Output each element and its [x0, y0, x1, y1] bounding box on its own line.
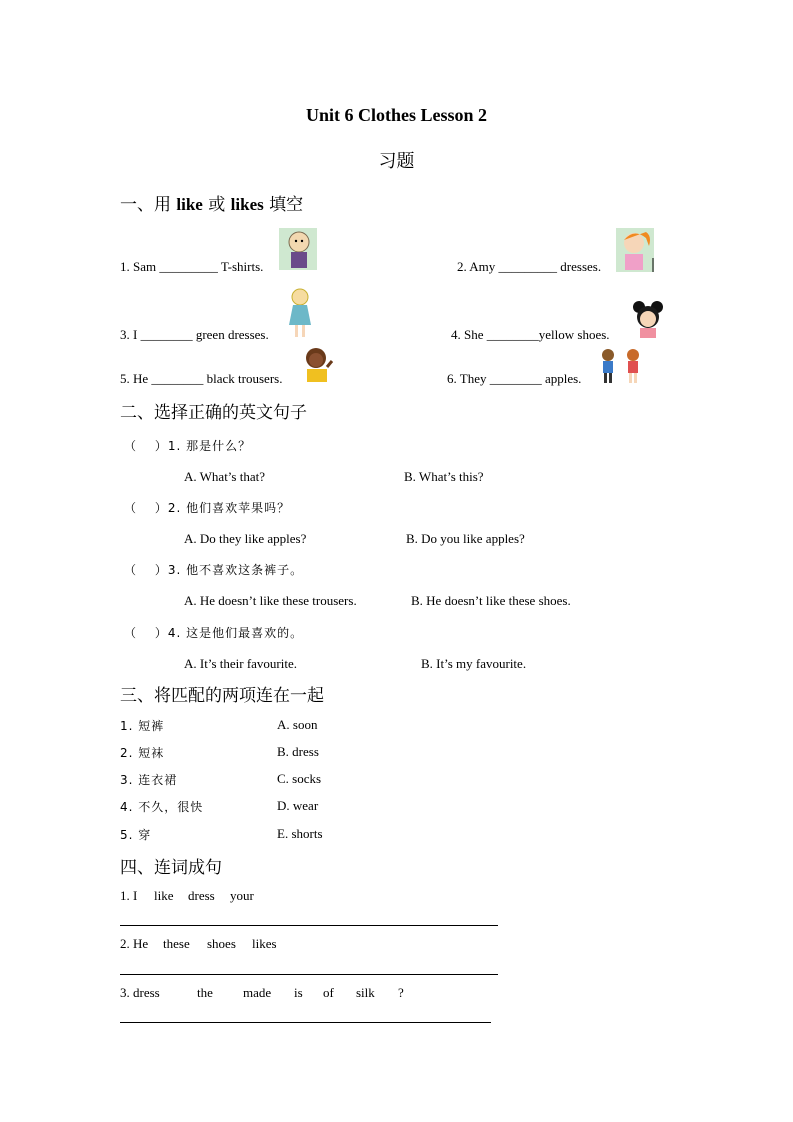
match-left-4: 4. 不久，很快 — [120, 800, 204, 814]
fill-item-1: 1. Sam _________ T-shirts. — [120, 259, 264, 274]
choice-question-3: （ ）3. 他不喜欢这条裤子。 — [124, 563, 304, 577]
word-item-1-w1: 1. I — [120, 888, 138, 903]
dress-girl-illustration — [287, 287, 313, 341]
word-item-2-w2: these — [163, 936, 190, 951]
section1-heading-or: 或 — [208, 195, 226, 215]
word-item-3-w4: is — [294, 985, 303, 1000]
choice-1-option-b: B. What’s this? — [404, 469, 484, 484]
section2-heading: 二、选择正确的英文句子 — [120, 403, 307, 423]
choice-question-1: （ ）1. 那是什么？ — [124, 439, 252, 453]
word-item-1-w3: dress — [188, 888, 215, 903]
girl-illustration — [616, 228, 654, 272]
word-item-3-w7: ? — [398, 985, 404, 1000]
section3-heading: 三、将匹配的两项连在一起 — [120, 686, 324, 706]
fill-item-2: 2. Amy _________ dresses. — [457, 259, 602, 274]
section1-heading-word2: likes — [230, 195, 264, 214]
match-left-1: 1. 短裤 — [120, 719, 165, 733]
match-left-3: 3. 连衣裙 — [120, 773, 178, 787]
choice-question-4: （ ）4. 这是他们最喜欢的。 — [124, 626, 304, 640]
fill-item-3: 3. I ________ green dresses. — [120, 327, 269, 342]
word-item-3-w6: silk — [356, 985, 375, 1000]
choice-2-option-a: A. Do they like apples? — [184, 531, 307, 546]
word-item-1-w2: like — [154, 888, 174, 903]
match-left-2: 2. 短袜 — [120, 746, 165, 760]
section1-heading-word1: like — [176, 195, 203, 214]
word-item-1-w4: your — [230, 888, 254, 903]
word-item-2-w3: shoes — [207, 936, 236, 951]
shoes-girl-illustration — [630, 300, 666, 338]
word-item-3-w5: of — [323, 985, 334, 1000]
answer-line-3 — [120, 1022, 491, 1023]
children-illustration — [597, 347, 645, 385]
choice-4-option-a: A. It’s their favourite. — [184, 656, 297, 671]
section4-heading: 四、连词成句 — [120, 858, 222, 878]
match-right-1: A. soon — [277, 717, 318, 732]
match-right-2: B. dress — [277, 744, 319, 759]
word-item-3-w3: made — [243, 985, 272, 1000]
boy-illustration — [279, 228, 317, 270]
word-item-2-w4: likes — [252, 936, 277, 951]
match-right-4: D. wear — [277, 798, 319, 813]
word-item-3-w2: the — [197, 985, 213, 1000]
choice-3-option-b: B. He doesn’t like these shoes. — [411, 593, 571, 608]
choice-3-option-a: A. He doesn’t like these trousers. — [184, 593, 357, 608]
choice-4-option-b: B. It’s my favourite. — [421, 656, 527, 671]
match-right-5: E. shorts — [277, 826, 323, 841]
match-left-5: 5. 穿 — [120, 828, 152, 842]
answer-line-2 — [120, 974, 498, 975]
choice-question-2: （ ）2. 他们喜欢苹果吗？ — [124, 501, 291, 515]
fill-item-6: 6. They ________ apples. — [447, 371, 582, 386]
section1-heading-suffix: 填空 — [269, 195, 304, 215]
answer-line-1 — [120, 925, 498, 926]
section1-heading-prefix: 一、用 — [120, 195, 171, 215]
choice-2-option-b: B. Do you like apples? — [406, 531, 525, 546]
page-title: Unit 6 Clothes Lesson 2 — [305, 105, 488, 125]
trousers-boy-illustration — [301, 347, 333, 383]
match-right-3: C. socks — [277, 771, 322, 786]
word-item-2-w1: 2. He — [120, 936, 149, 951]
fill-item-4: 4. She ________yellow shoes. — [451, 327, 610, 342]
page-subtitle: 习题 — [378, 151, 415, 172]
word-item-3-w1: 3. dress — [120, 985, 160, 1000]
choice-1-option-a: A. What’s that? — [184, 469, 265, 484]
section1-heading — [120, 190, 303, 215]
fill-item-5: 5. He ________ black trousers. — [120, 371, 283, 386]
